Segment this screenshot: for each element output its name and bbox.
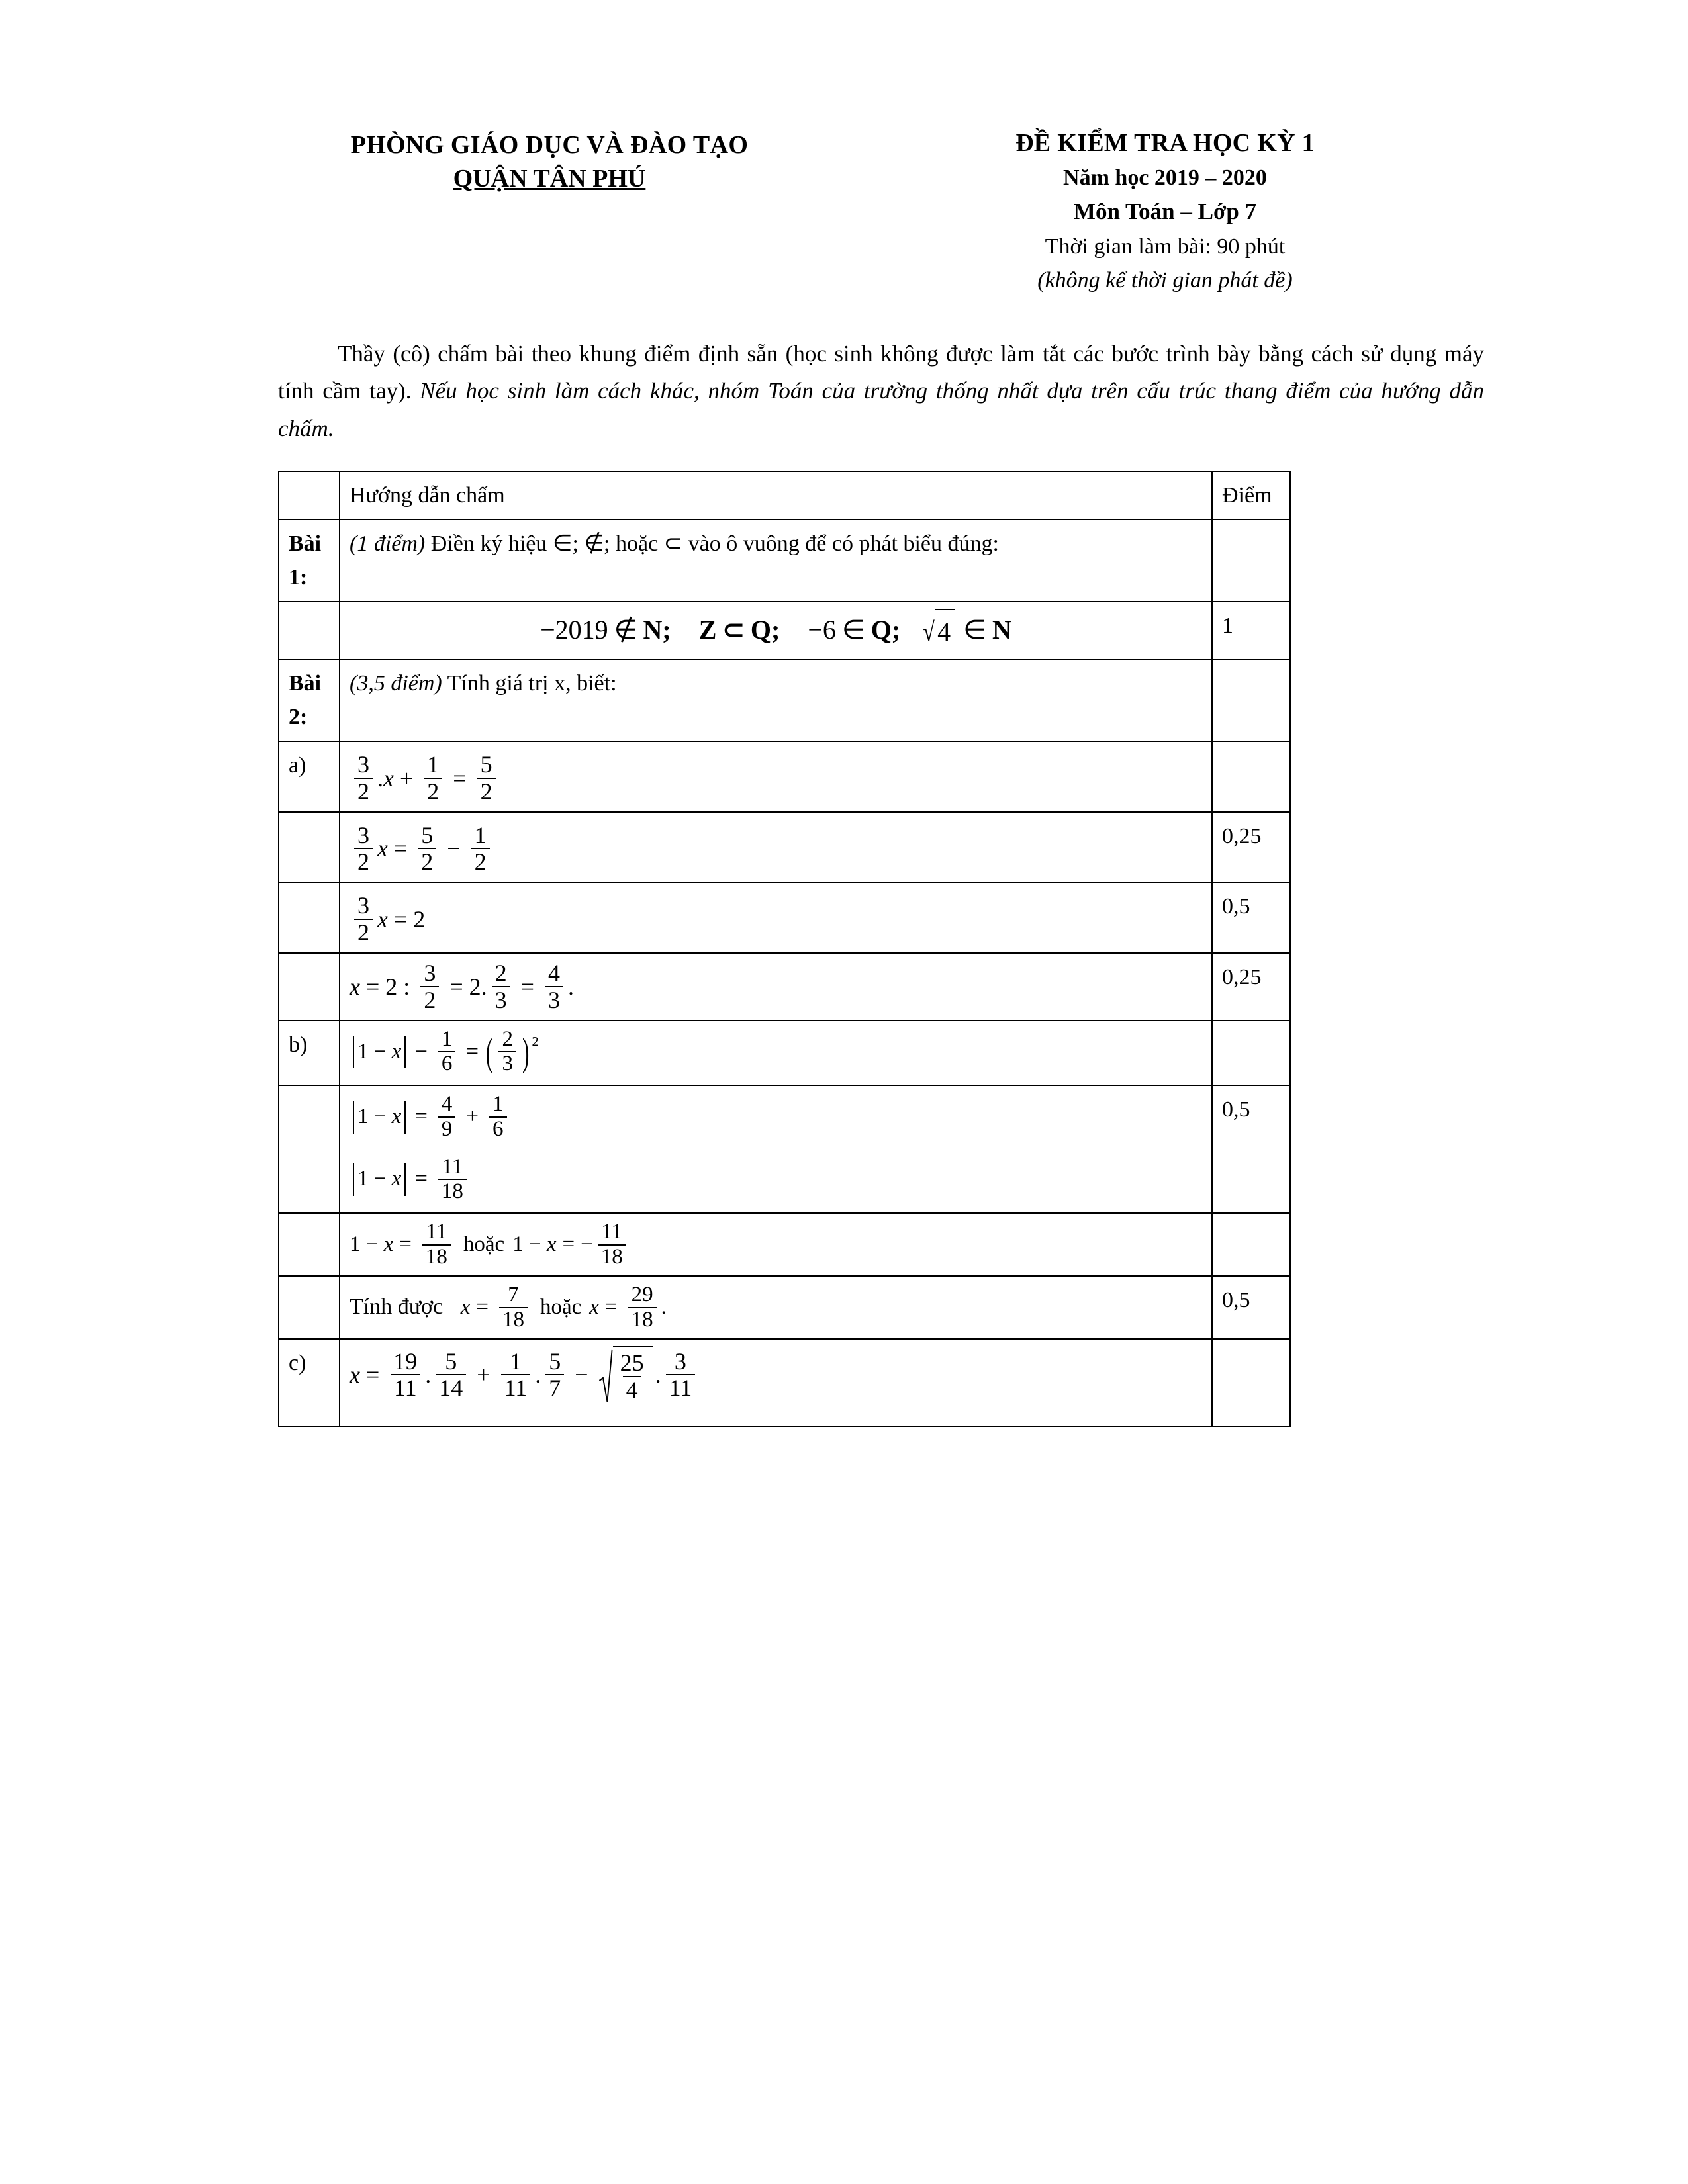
table-row xyxy=(279,953,1290,1021)
math-expression: 1 − x − $\frac{1}{6}$ = ( $\frac{2}{3}$ ) 2 xyxy=(350,1028,539,1076)
radical-sign-icon: √ xyxy=(923,616,935,647)
table-row xyxy=(279,1339,1290,1426)
department-name: PHÒNG GIÁO DỤC VÀ ĐÀO TẠO xyxy=(350,131,749,159)
exam-duration-note: (không kể thời gian phát đề) xyxy=(1037,267,1293,293)
math-expression: 1 − x = $\frac{4}{9}$ + $\frac{1}{6}$ xyxy=(350,1093,512,1141)
header-right-block xyxy=(821,126,1489,297)
row-label-empty xyxy=(279,1213,340,1276)
bai2a-eq1-score xyxy=(1212,741,1290,812)
table-row xyxy=(279,741,1290,812)
table-row xyxy=(279,1021,1290,1085)
row-label-empty xyxy=(279,1085,340,1213)
bai2b-eq2-cell xyxy=(340,1085,1212,1213)
bai2a-eq3-score: 0,5 xyxy=(1212,882,1290,953)
bai2a-eq1-cell xyxy=(340,741,1212,812)
row-label-empty xyxy=(279,1276,340,1339)
word-tinh-duoc: Tính được xyxy=(350,1295,444,1319)
math-expression: $\frac{3}{2}$ x = $\frac{5}{2}$ − $\frac{1}{2}$ xyxy=(350,823,494,876)
bai2b-eq4-cell xyxy=(340,1276,1212,1339)
bai1-answer-cell xyxy=(340,602,1212,659)
table-row xyxy=(279,602,1290,659)
math-expression: $\frac{3}{2}$ x = 2 xyxy=(350,893,425,946)
bai2b-eq4-score: 0,5 xyxy=(1212,1276,1290,1339)
table-row xyxy=(279,520,1290,602)
header-score-cell: Điểm xyxy=(1212,471,1290,520)
math-expression: x = $\frac{7}{18}$ hoặc x = $\frac{29}{18}$ . xyxy=(460,1283,667,1332)
table-header-row xyxy=(279,471,1290,520)
table-row xyxy=(279,1085,1290,1213)
bai2a-eq2-cell xyxy=(340,812,1212,883)
bai2a-eq4-cell xyxy=(340,953,1212,1021)
bai2b-eq3-cell xyxy=(340,1213,1212,1276)
math-set-expression: −2019 ∉ N ; Z ⊂ Q ; −6 ∈ Q ; √ 4 ∈ N xyxy=(540,609,1011,652)
bai1-answer-score: 1 xyxy=(1212,602,1290,659)
row-label-empty xyxy=(279,882,340,953)
math-expression: 1 − x = $\frac{11}{18}$ hoặc 1 − x = − $\frac{11}{18}$ xyxy=(350,1220,631,1269)
math-expression: $\frac{3}{2}$ . x + $\frac{1}{2}$ = $\frac{5}{2}$ xyxy=(350,752,500,805)
set-Q-2: Q xyxy=(870,615,892,645)
bai2b-eq2-score: 0,5 xyxy=(1212,1085,1290,1213)
row-label-empty xyxy=(279,602,340,659)
row-label-a: a) xyxy=(279,741,340,812)
table-row xyxy=(279,659,1290,741)
set-Q-1: Q xyxy=(750,615,772,645)
district-name: QUẬN TÂN PHÚ xyxy=(453,165,646,193)
row-label-empty xyxy=(279,812,340,883)
bai2a-eq4-score: 0,25 xyxy=(1212,953,1290,1021)
row-label-empty xyxy=(279,953,340,1021)
value-minus6: −6 xyxy=(808,615,836,645)
math-expression: 1 − x = $\frac{11}{18}$ xyxy=(350,1156,471,1204)
bai1-score-cell xyxy=(1212,520,1290,602)
exam-duration: Thời gian làm bài: 90 phút xyxy=(1045,234,1286,259)
bai2-statement-cell xyxy=(340,659,1212,741)
math-expression: x = 2 : $\frac{3}{2}$ = 2. $\frac{2}{3}$ = $\frac{4}{3}$ . xyxy=(350,960,574,1013)
set-N-1: N xyxy=(643,615,663,645)
radical-sign-icon xyxy=(598,1346,612,1403)
in-symbol-1: ∈ xyxy=(841,615,865,645)
row-label-bai1: Bài 1: xyxy=(279,520,340,602)
bai2a-eq2-score: 0,25 xyxy=(1212,812,1290,883)
bai2c-eq1-score xyxy=(1212,1339,1290,1426)
instructions-part2: Nếu học sinh làm cách khác, nhóm Toán của trường thống nhất dựa trên cấu trúc thang điểm của hướng dẫn chấm. xyxy=(278,378,1485,442)
grading-table xyxy=(278,471,1291,1428)
table-row xyxy=(279,1276,1290,1339)
bai2a-eq3-cell xyxy=(340,882,1212,953)
word-hoac-1: hoặc xyxy=(463,1232,505,1256)
word-hoac-2: hoặc xyxy=(540,1295,582,1319)
document-header xyxy=(278,126,1489,297)
subset-symbol: ⊂ xyxy=(722,615,745,645)
abs-value: 1 − x xyxy=(350,1036,409,1069)
table-row xyxy=(279,812,1290,883)
bai2b-eq1-cell xyxy=(340,1021,1212,1085)
bai2c-eq1-cell xyxy=(340,1339,1212,1426)
table-row xyxy=(279,1213,1290,1276)
set-N-2: N xyxy=(992,615,1011,645)
set-Z: Z xyxy=(698,615,717,645)
notin-symbol: ∉ xyxy=(614,615,637,645)
abs-value: 1 − x xyxy=(350,1101,409,1134)
row-label-bai2: Bài 2: xyxy=(279,659,340,741)
value-minus2019: −2019 xyxy=(540,615,608,645)
instructions-part1: Thầy (cô) chấm bài theo khung điểm định sẵn (học sinh không được làm tắt các bước trình bày bằng cách sử dụng máy tính cầm tay). xyxy=(278,340,1484,404)
header-guide-cell: Hướng dẫn chấm xyxy=(340,471,1212,520)
abs-value: 1 − x xyxy=(350,1163,409,1196)
bai2-score-cell xyxy=(1212,659,1290,741)
exam-title: ĐỀ KIỂM TRA HỌC KỲ 1 xyxy=(1015,129,1315,157)
table-row xyxy=(279,882,1290,953)
sqrt-fraction: $\frac{25}{4}$ xyxy=(597,1346,653,1403)
bai2b-eq3-score xyxy=(1212,1213,1290,1276)
subject-grade: Môn Toán – Lớp 7 xyxy=(1073,199,1257,225)
in-symbol-2: ∈ xyxy=(963,615,987,645)
row-label-b: b) xyxy=(279,1021,340,1085)
math-expression: x = $\frac{19}{11}$ . $\frac{5}{14}$ + $\frac{1}{11}$ . $\frac{5}{7}$ − $\frac{25}{4}$ . $\frac{3}{11}$ xyxy=(350,1346,700,1403)
grading-instructions xyxy=(278,336,1489,448)
school-year: Năm học 2019 – 2020 xyxy=(1063,165,1267,191)
sqrt-4 xyxy=(921,609,955,652)
bai2-points: (3,5 điểm) xyxy=(350,670,442,696)
header-blank-cell xyxy=(279,471,340,520)
parenthesized-fraction: ( $\frac{2}{3}$ ) xyxy=(486,1026,530,1076)
bai1-statement-cell xyxy=(340,520,1212,602)
bai1-points: (1 điểm) xyxy=(350,531,426,556)
row-label-c: c) xyxy=(279,1339,340,1426)
radicand-4: 4 xyxy=(937,616,951,647)
header-left-block xyxy=(278,126,821,197)
bai2b-eq1-score xyxy=(1212,1021,1290,1085)
bai2-text: Tính giá trị x, biết: xyxy=(442,670,617,696)
bai1-text: Điền ký hiệu ∈; ∉; hoặc ⊂ vào ô vuông để có phát biểu đúng: xyxy=(425,531,999,556)
